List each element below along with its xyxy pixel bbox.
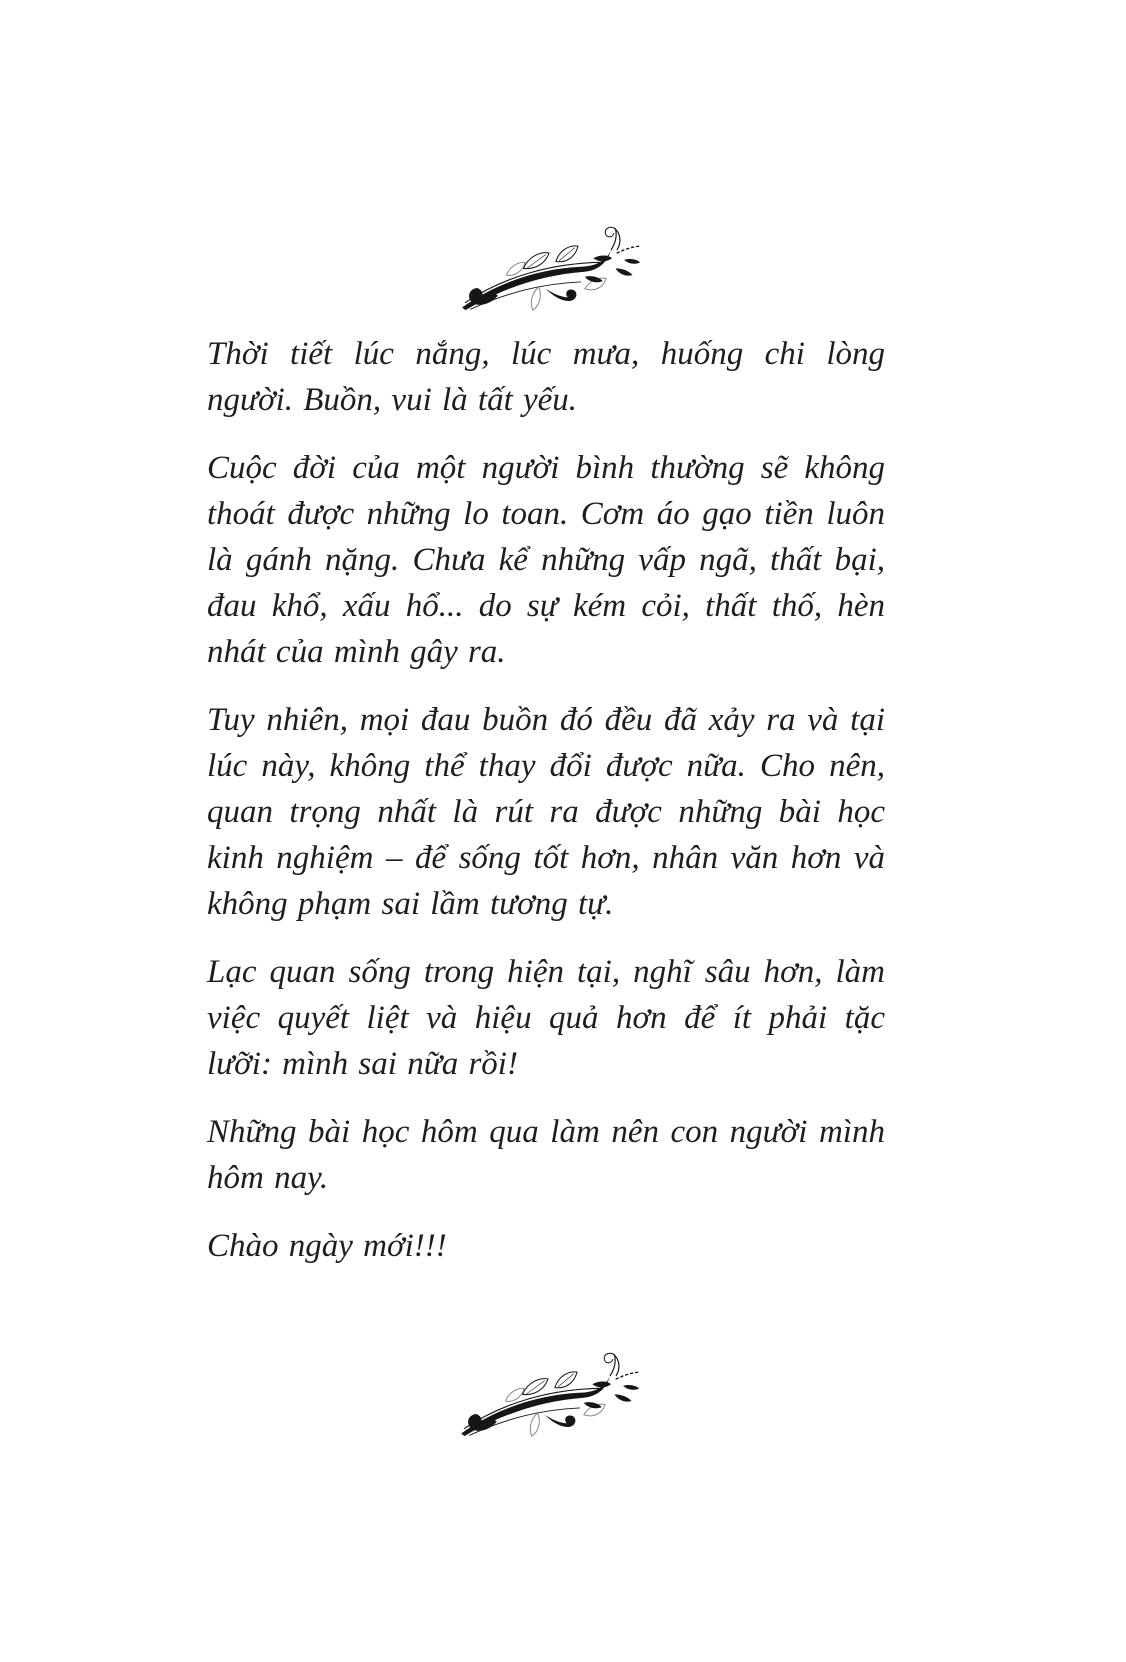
paragraph: Chào ngày mới!!! (207, 1228, 447, 1264)
paragraph: Những bài học hôm qua làm nên con người mình hôm nay. (207, 1114, 885, 1196)
floral-ornament-icon (456, 1350, 652, 1448)
paragraph: Lạc quan sống trong hiện tại, nghĩ sâu hơn, làm việc quyết liệt và hiệu quả hơn để ít phải tặc lưỡi: mình sai nữa rồi! (207, 954, 885, 1082)
paragraph: Tuy nhiên, mọi đau buồn đó đều đã xảy ra và tại lúc này, không thể thay đổi được nữa. Cho nên, quan trọng nhất là rút ra được những bài học kinh nghiệm – để sống tốt hơn, nhân văn hơn và không phạm sai lầm tương tự. (207, 702, 885, 922)
paragraph: Cuộc đời của một người bình thường sẽ không thoát được những lo toan. Cơm áo gạo tiền luôn là gánh nặng. Chưa kể những vấp ngã, thất bại, đau khổ, xấu hổ... do sự kém cỏi, thất thố, hèn nhát của mình gây ra. (207, 450, 885, 670)
body-text (207, 331, 885, 1269)
paragraph: Thời tiết lúc nắng, lúc mưa, huống chi lòng người. Buồn, vui là tất yếu. (207, 336, 885, 418)
floral-ornament-icon (457, 224, 653, 322)
